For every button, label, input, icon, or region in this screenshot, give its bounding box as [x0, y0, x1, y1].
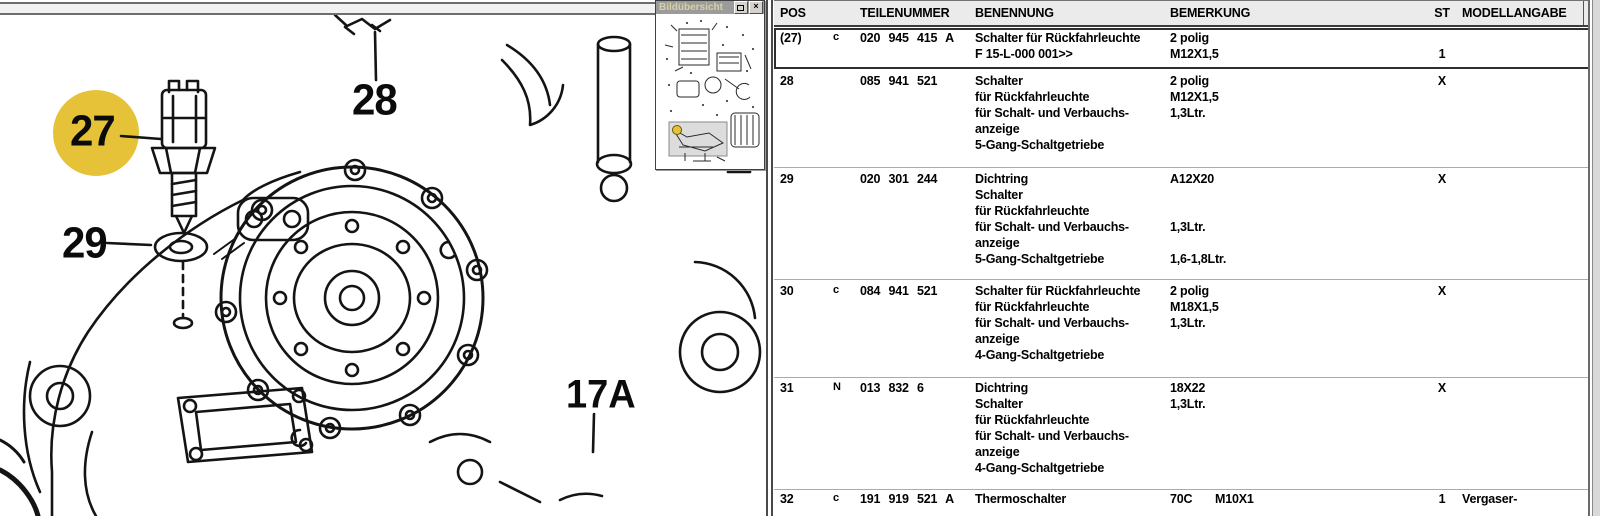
flag-cell: c — [833, 284, 839, 296]
part-number: 085 941 521 — [860, 74, 938, 88]
row-separator — [774, 377, 1590, 378]
callout-29[interactable]: 29 — [62, 218, 107, 267]
remark: M12X1,5 — [1170, 47, 1219, 61]
table-header — [774, 0, 1590, 27]
remark: M18X1,5 — [1170, 300, 1219, 314]
description: Dichtring — [975, 381, 1029, 395]
header-benennung: BENENNUNG — [975, 6, 1054, 20]
description: 5-Gang-Schaltgetriebe — [975, 138, 1105, 152]
pos-cell: 31 — [780, 381, 794, 395]
description: für Schalt- und Verbauchs- — [975, 429, 1129, 443]
overview-position-marker — [673, 126, 682, 135]
part-number: 020 945 415 A — [860, 31, 954, 45]
description: 4-Gang-Schaltgetriebe — [975, 461, 1105, 475]
remark: 2 polig — [1170, 31, 1209, 45]
pos-cell: (27) — [780, 31, 802, 45]
quantity: X — [1437, 172, 1447, 186]
overview-thumbnail-art — [657, 15, 761, 166]
close-button[interactable]: × — [749, 1, 763, 14]
description: für Rückfahrleuchte — [975, 413, 1090, 427]
callout-17a[interactable]: 17A — [566, 373, 636, 417]
pos-cell: 32 — [780, 492, 794, 506]
parts-table — [774, 0, 1590, 516]
description: für Rückfahrleuchte — [975, 90, 1090, 104]
remark: 2 polig — [1170, 284, 1209, 298]
callout-27[interactable]: 27 — [70, 106, 115, 155]
description: für Schalt- und Verbauchs- — [975, 106, 1129, 120]
model-note: Vergaser- — [1462, 492, 1518, 506]
description: 5-Gang-Schaltgetriebe — [975, 252, 1105, 266]
header-st: ST — [1434, 6, 1450, 20]
quantity: X — [1437, 284, 1447, 298]
restore-button[interactable] — [734, 1, 748, 14]
description: anzeige — [975, 122, 1020, 136]
picture-overview-title: Bildübersicht — [659, 2, 723, 13]
scrollbar-strip[interactable] — [1592, 0, 1600, 516]
description: für Rückfahrleuchte — [975, 300, 1090, 314]
panel-splitter-line — [771, 0, 773, 516]
remark: 70C — [1170, 492, 1193, 506]
flag-cell: N — [833, 381, 841, 393]
description: Schalter für Rückfahrleuchte — [975, 31, 1141, 45]
picture-overview-titlebar[interactable] — [656, 1, 764, 14]
header-modellangabe: MODELLANGABE — [1462, 6, 1567, 20]
quantity: X — [1437, 381, 1447, 395]
pos-cell: 30 — [780, 284, 794, 298]
header-teilenummer: TEILENUMMER — [860, 6, 950, 20]
row-separator — [774, 489, 1590, 490]
description: Schalter — [975, 74, 1023, 88]
pos-cell: 29 — [780, 172, 794, 186]
description: für Schalt- und Verbauchs- — [975, 316, 1129, 330]
remark: M12X1,5 — [1170, 90, 1219, 104]
remark: 1,3Ltr. — [1170, 316, 1206, 330]
description: anzeige — [975, 445, 1020, 459]
part-number: 020 301 244 — [860, 172, 938, 186]
picture-overview-panel[interactable] — [655, 0, 765, 170]
flag-cell: c — [833, 31, 839, 43]
description: anzeige — [975, 332, 1020, 346]
diagram-top-toolbar-strip — [0, 2, 657, 15]
header-column-tick — [1583, 1, 1584, 25]
table-right-border — [1588, 0, 1590, 516]
remark: 1,3Ltr. — [1170, 220, 1206, 234]
header-pos: POS — [780, 6, 806, 20]
remark: A12X20 — [1170, 172, 1214, 186]
row-separator — [774, 167, 1590, 168]
restore-icon — [737, 5, 744, 11]
remark: 18X22 — [1170, 381, 1206, 395]
panel-splitter[interactable] — [766, 0, 768, 516]
quantity: X — [1437, 74, 1447, 88]
parts-diagram-panel[interactable] — [0, 0, 765, 516]
remark-2: M10X1 — [1215, 492, 1254, 506]
header-bemerkung: BEMERKUNG — [1170, 6, 1251, 20]
part-number: 013 832 6 — [860, 381, 924, 395]
row-separator — [774, 279, 1590, 280]
remark: 1,3Ltr. — [1170, 397, 1206, 411]
part-number: 084 941 521 — [860, 284, 938, 298]
description: Schalter für Rückfahrleuchte — [975, 284, 1141, 298]
remark: 2 polig — [1170, 74, 1209, 88]
description: 4-Gang-Schaltgetriebe — [975, 348, 1105, 362]
description: für Schalt- und Verbauchs- — [975, 220, 1129, 234]
quantity: 1 — [1438, 492, 1446, 506]
description: anzeige — [975, 236, 1020, 250]
remark: 1,6-1,8Ltr. — [1170, 252, 1227, 266]
description: Schalter — [975, 397, 1023, 411]
pos-cell: 28 — [780, 74, 794, 88]
description: Dichtring — [975, 172, 1029, 186]
description: F 15-L-000 001>> — [975, 47, 1073, 61]
description: Schalter — [975, 188, 1023, 202]
description: für Rückfahrleuchte — [975, 204, 1090, 218]
quantity: 1 — [1438, 47, 1446, 61]
description: Thermoschalter — [975, 492, 1066, 506]
part-number: 191 919 521 A — [860, 492, 954, 506]
callout-28[interactable]: 28 — [352, 75, 397, 124]
remark: 1,3Ltr. — [1170, 106, 1206, 120]
picture-overview-thumbnail[interactable] — [657, 15, 761, 166]
flag-cell: c — [833, 492, 839, 504]
table-row-selected[interactable] — [774, 28, 1590, 69]
